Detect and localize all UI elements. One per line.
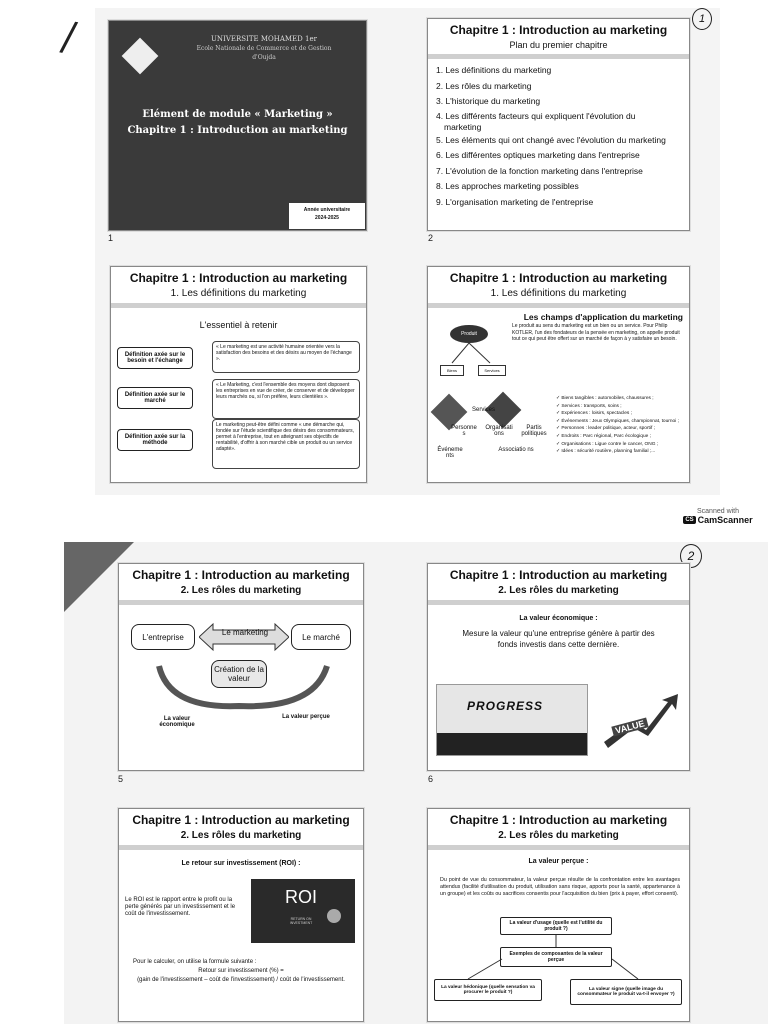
slide-subtitle: Plan du premier chapitre <box>509 40 608 50</box>
application-item: ✓ Expériences : loisirs, spectacles ; <box>556 411 633 417</box>
title-band <box>119 845 363 850</box>
school-name: Ecole Nationale de Commerce et de Gestion <box>196 45 332 52</box>
application-item: ✓ Organisations : Ligue contre le cancer, ONG ; <box>556 441 659 447</box>
page-number-circle-1 <box>692 8 712 30</box>
slide-4-fields <box>427 266 690 483</box>
value-word: VALUE <box>611 718 648 737</box>
application-item: ✓ Endroits : Parc régional, Parc écologique ; <box>556 433 651 439</box>
plan-item: 9. L'organisation marketing de l'entreprise <box>436 196 594 207</box>
section-heading: La valeur économique : <box>519 615 598 622</box>
module-title: Elément de module « Marketing » <box>142 109 333 120</box>
roi-image <box>251 879 355 943</box>
perceived-value-text: Du point de vue du consommateur, la valeur perçue résulte de la confrontation entre les avantages attendus (facilité d'utilisation du produit, utilisation sans risque, apports pour la santé, appartenance à un groupe) et les coûts ou sacrifices consentis pour l'acquisition du bien (prix à payer, effort consenti). <box>440 877 680 897</box>
plan-item: 6. Les différentes optiques marketing dans l'entreprise <box>436 150 640 160</box>
camscanner-logo-icon: CS <box>685 517 694 523</box>
double-arrow-icon <box>199 622 289 652</box>
section-heading: Le retour sur investissement (ROI) : <box>181 860 301 867</box>
year-value: 2024-2025 <box>315 215 339 221</box>
roi-word: ROI <box>285 887 318 907</box>
slide-title: Chapitre 1 : Introduction au marketing <box>132 813 350 827</box>
puzzle-label: Personne s <box>451 425 477 437</box>
economic-value-label: La valeur économique <box>159 716 195 728</box>
plan-item: 7. L'évolution de la fonction marketing dans l'entreprise <box>436 165 643 176</box>
progress-illustration <box>436 684 588 756</box>
year-label: Année universitaire <box>303 207 351 213</box>
marketing-label: Le marketing <box>221 628 269 637</box>
title-band <box>111 303 366 308</box>
university-logo <box>122 38 159 75</box>
usage-value-box: La valeur d'usage (quelle est l'utilité du produit ?) <box>500 917 612 935</box>
slide-7-roi <box>118 808 364 1022</box>
hedonic-value-box: La valeur hédonique (quelle sensation va procurer le produit ?) <box>434 979 542 1001</box>
camscanner-badge <box>682 508 754 536</box>
coin-icon <box>327 909 341 923</box>
value-curve-arrows <box>149 664 339 714</box>
slide-1-title <box>108 20 367 231</box>
title-band <box>428 303 689 308</box>
roi-subtitle: RETURN ON INVESTMENT <box>289 917 313 925</box>
puzzle-label: Partis politiques <box>521 425 547 437</box>
plan-item: 3. L'historique du marketing <box>436 96 541 106</box>
definition-label: Définition axée sur le marché <box>117 387 193 409</box>
puzzle-label: Associatio ns <box>498 447 534 453</box>
diagram-connectors <box>428 935 689 985</box>
application-item: ✓ Biens tangibles : automobiles, chaussures ; <box>556 396 654 401</box>
slide-number: 2 <box>428 233 434 243</box>
services-node: Services <box>478 365 506 376</box>
sign-value-box: La valeur signe (quelle image du consommateur le produit va-t-il envoyer ?) <box>570 979 682 1005</box>
formula-line-1: Retour sur investissement (%) = <box>198 968 284 974</box>
camscanner-name: CamScanner <box>697 515 753 525</box>
definition-label: Définition axée sur la méthode <box>117 429 193 451</box>
year-box <box>289 203 365 229</box>
calc-intro: Pour le calculer, on utilise la formule suivante : <box>133 959 257 965</box>
product-node <box>450 325 488 343</box>
perceived-value-label: La valeur perçue <box>282 714 330 720</box>
puzzle-label: Services <box>472 407 496 413</box>
slide-title: Chapitre 1 : Introduction au marketing <box>129 271 348 285</box>
slide-title: Chapitre 1 : Introduction au marketing <box>449 23 668 37</box>
slide-number: 1 <box>108 233 114 243</box>
page-number-1: 1 <box>698 13 706 25</box>
plan-list <box>436 63 683 210</box>
slide-title: Chapitre 1 : Introduction au marketing <box>449 568 668 582</box>
product-paragraph: Le produit au sens du marketing est un bien ou un service. Pour Philip KOTLER, l'un des fondateurs de la pensée en marketing, on appelle produit tout ce qui peut être offert sur un marché de façon à y satisfaire un besoin. <box>512 323 680 342</box>
goods-node: Biens <box>440 365 464 376</box>
value-illustration <box>602 692 680 750</box>
hand-stroke-mark: / <box>58 13 80 61</box>
slide-number: 6 <box>428 774 434 784</box>
section-heading: La valeur perçue : <box>528 858 589 865</box>
school-city: d'Oujda <box>252 54 276 61</box>
market-box: Le marché <box>291 624 351 650</box>
camscanner-caption: Scanned with <box>696 508 740 515</box>
value-creation-box: Création de la valeur <box>211 660 267 688</box>
slide-title: Chapitre 1 : Introduction au marketing <box>449 271 668 285</box>
definition-text: Le marketing peut-être défini comme « une démarche qui, fondée sur l'étude scientifique des désirs des consommateurs, permet à l'entreprise, tout en atteignant ses objectifs de rentabilité, d'offrir à son marché cible un produit ou un service adapté». <box>212 419 360 469</box>
puzzle-label: Organisati ons <box>485 425 513 437</box>
plan-item: 1. Les définitions du marketing <box>436 65 552 75</box>
plan-item: 4. Les différents facteurs qui expliquent l'évolution du <box>436 110 636 121</box>
puzzle-graphic <box>432 395 552 479</box>
application-item: ✓ Services : transports, soins ; <box>556 403 622 409</box>
audience-silhouettes <box>437 733 587 755</box>
slide-3-definitions <box>110 266 367 483</box>
slide-title: Chapitre 1 : Introduction au marketing <box>449 813 668 827</box>
application-list <box>556 395 686 456</box>
product-tree-lines <box>442 343 502 365</box>
slide-subtitle: 2. Les rôles du marketing <box>498 585 619 596</box>
slide-subtitle: 2. Les rôles du marketing <box>498 830 619 841</box>
slide-subtitle: 1. Les définitions du marketing <box>490 288 627 299</box>
plan-item: marketing <box>444 121 482 132</box>
formula-line-2: (gain de l'investissement – coût de l'investissement) / coût de l'investissement. <box>137 977 345 983</box>
section-heading: L'essentiel à retenir <box>199 320 278 330</box>
roi-definition: Le ROI est le rapport entre le profit ou la perte générés par un investissement et le coût de l'investissement. <box>125 897 236 917</box>
application-item: ✓ Événements : Jeux Olympiques, championnat, tournoi ; <box>556 418 679 424</box>
section-heading: Les champs d'application du marketing <box>523 312 683 322</box>
title-band <box>119 600 363 605</box>
slide-2-plan <box>427 18 690 231</box>
title-band <box>428 845 689 850</box>
page-number-2: 2 <box>687 549 695 563</box>
enterprise-box: L'entreprise <box>131 624 195 650</box>
chapter-title: Chapitre 1 : Introduction au marketing <box>127 125 348 136</box>
plan-item: 5. Les éléments qui ont changé avec l'évolution du marketing <box>436 134 666 145</box>
slide-subtitle: 1. Les définitions du marketing <box>170 288 307 299</box>
definition-label: Définition axée sur le besoin et l'échange <box>117 347 193 369</box>
slide-6-economic-value <box>427 563 690 771</box>
title-band <box>428 54 689 59</box>
progress-text: PROGRESS <box>467 699 544 713</box>
application-item: ✓ Personnes : leader politique, acteur, sportif ; <box>556 426 655 432</box>
puzzle-label: Événeme nts <box>437 447 463 459</box>
slide-title: Chapitre 1 : Introduction au marketing <box>132 568 350 582</box>
plan-item: 8. Les approches marketing possibles <box>436 181 579 191</box>
plan-item: 2. Les rôles du marketing <box>436 80 532 91</box>
slide-subtitle: 2. Les rôles du marketing <box>180 830 302 841</box>
slide-subtitle: 2. Les rôles du marketing <box>180 585 302 596</box>
application-item: ✓ Idées : sécurité routière, planning familial ;... <box>556 449 656 455</box>
definition-text: « Le Marketing, c'est l'ensemble des moyens dont disposent les entreprises en vue de créer, de conserver et de développer leurs marchés ou, si l'on préfère, leurs clientèles ». <box>212 379 360 419</box>
slide-5-roles <box>118 563 364 771</box>
slide-8-perceived-value <box>427 808 690 1022</box>
product-node-label: Produit <box>461 331 477 337</box>
definition-text: « Le marketing est une activité humaine orientée vers la satisfaction des besoins et des désirs au moyen de l'échange ». <box>212 341 360 373</box>
university-name: UNIVERSITE MOHAMED 1er <box>211 35 317 43</box>
economic-value-text: Mesure la valeur qu'une entreprise génère à partir des fonds investis dans cette dernière. <box>462 629 655 649</box>
slide-number: 5 <box>118 774 124 784</box>
title-band <box>428 600 689 605</box>
examples-box: Exemples de composantes de la valeur perçue <box>500 947 612 967</box>
